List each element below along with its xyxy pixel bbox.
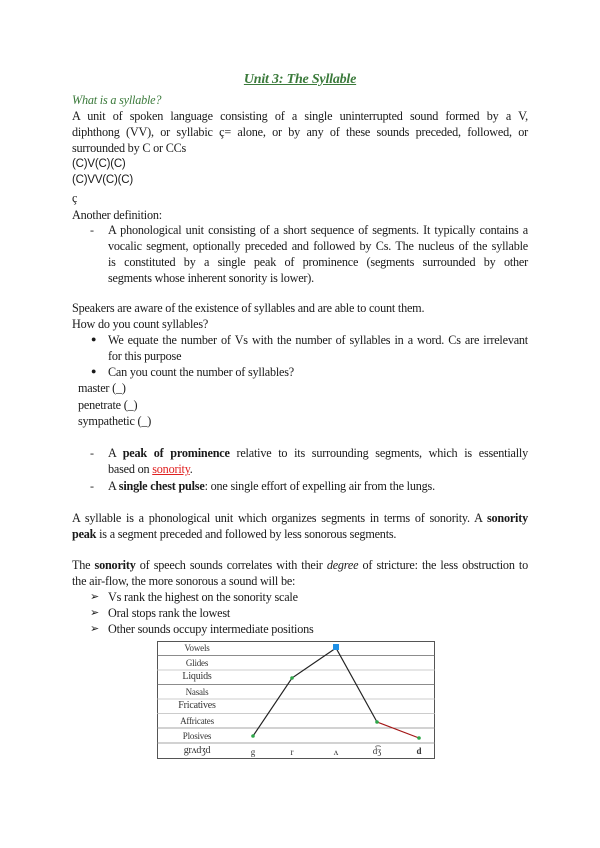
text-span: : one single effort of expelling air from the lungs. [204, 479, 435, 493]
arrow-item-1: Vs rank the highest on the sonority scale [108, 590, 298, 604]
y-label-nasals: Nasals [185, 687, 209, 697]
sonority-chart [157, 641, 435, 759]
x-label-wedge: ʌ [333, 747, 339, 757]
bold-term-single-chest-pulse: single chest pulse [118, 479, 205, 493]
text-span: The [72, 558, 95, 572]
text-span: of speech sounds correlates with their [135, 558, 327, 572]
x-label-d: d [416, 746, 422, 756]
text-span: based on [108, 462, 153, 476]
peak-bullet-2 [108, 478, 435, 494]
italic-term-degree: degree [326, 558, 359, 572]
definition-line-3: surrounded by C or CCs [72, 141, 187, 155]
text-span: . [189, 462, 193, 476]
text-span: A [108, 479, 119, 493]
y-label-glides: Glides [185, 658, 209, 668]
how-count-line: How do you count syllables? [72, 317, 209, 331]
text-span: relative to its surrounding segments, which is essentially [229, 446, 529, 460]
bullet-dot: ● [91, 366, 97, 376]
text-span: is a segment preceded and followed by less sonorous segments. [96, 527, 397, 541]
stricture-para-line-1 [72, 557, 528, 573]
arrow-bullet-icon: ➢ [90, 607, 100, 619]
bold-term-peak: peak [72, 527, 97, 541]
arrow-bullet-icon: ➢ [90, 623, 100, 635]
x-axis-word-label: grʌdʒd [183, 745, 211, 756]
dash-marker: - [90, 446, 94, 460]
pattern-syllabic: ç [72, 191, 78, 205]
x-label-dzh: d͡ʒ [372, 746, 382, 756]
y-label-plosives: Plosives [182, 731, 212, 741]
peak-bullet-1-line-2 [108, 461, 193, 477]
bullet-dot: ● [91, 334, 97, 344]
text-span: A [108, 446, 123, 460]
another-def-line-1: A phonological unit consisting of a short sequence of segments. It typically contains a [108, 223, 528, 237]
arrow-item-2: Oral stops rank the lowest [108, 606, 231, 620]
y-label-fricatives: Fricatives [178, 700, 216, 711]
peak-bullet-1-line-1 [108, 445, 528, 461]
another-def-line-3: is constituted by a single peak of prominence (segments surrounded by other [108, 255, 528, 269]
arrow-item-3: Other sounds occupy intermediate positions [108, 622, 314, 636]
exercise-word-penetrate: penetrate (_) [78, 398, 138, 412]
stricture-para-line-2: the air-flow, the more sonorous a sound will be: [72, 574, 296, 588]
x-label-g: g [250, 747, 256, 757]
another-def-line-4: segments whose inherent sonority is lower). [108, 271, 314, 285]
definition-line-1: A unit of spoken language consisting of a single uninterrupted sound formed by a V, [72, 109, 528, 123]
dash-marker: - [90, 479, 94, 493]
y-label-liquids: Liquids [182, 671, 212, 682]
section-subheading: What is a syllable? [72, 93, 162, 107]
y-label-vowels: Vowels [184, 643, 210, 653]
exercise-word-sympathetic: sympathetic (_) [78, 414, 152, 428]
speakers-line: Speakers are aware of the existence of syllables and are able to count them. [72, 301, 425, 315]
pattern-cvcc: (C)V(C)(C) [72, 158, 126, 170]
sonority-para-line-1 [72, 510, 528, 526]
another-definition-label: Another definition: [72, 208, 162, 222]
dash-marker: - [90, 223, 94, 237]
exercise-word-master: master (_) [78, 381, 126, 395]
sonority-link[interactable]: sonority [152, 462, 190, 476]
y-label-affricates: Affricates [180, 716, 214, 726]
bold-term-sonority: sonority [94, 558, 136, 572]
count-bullet-1-line-2: for this purpose [108, 349, 182, 363]
page-title: Unit 3: The Syllable [243, 72, 357, 87]
count-bullet-2-line-1: Can you count the number of syllables? [108, 365, 295, 379]
pattern-cvvcc: (C)VV(C)(C) [72, 174, 134, 186]
definition-line-2: diphthong (VV), or syllabic ç= alone, or by any of these sounds preceded, followed, or [72, 125, 528, 139]
text-span: of stricture: the less obstruction to [358, 558, 528, 572]
bold-term-sonority: sonority [486, 511, 528, 525]
arrow-bullet-icon: ➢ [90, 591, 100, 603]
count-bullet-1-line-1: We equate the number of Vs with the number of syllables in a word. Cs are irrelevant [108, 333, 528, 347]
bold-term-peak-of-prominence: peak of prominence [122, 446, 230, 460]
x-label-r: r [290, 747, 294, 757]
another-def-line-2: vocalic segment, optionally preceded and followed by Cs. The nucleus of the syllable [108, 239, 528, 253]
text-span: A syllable is a phonological unit which organizes segments in terms of sonority. A [72, 511, 487, 525]
sonority-para-line-2 [72, 526, 396, 542]
